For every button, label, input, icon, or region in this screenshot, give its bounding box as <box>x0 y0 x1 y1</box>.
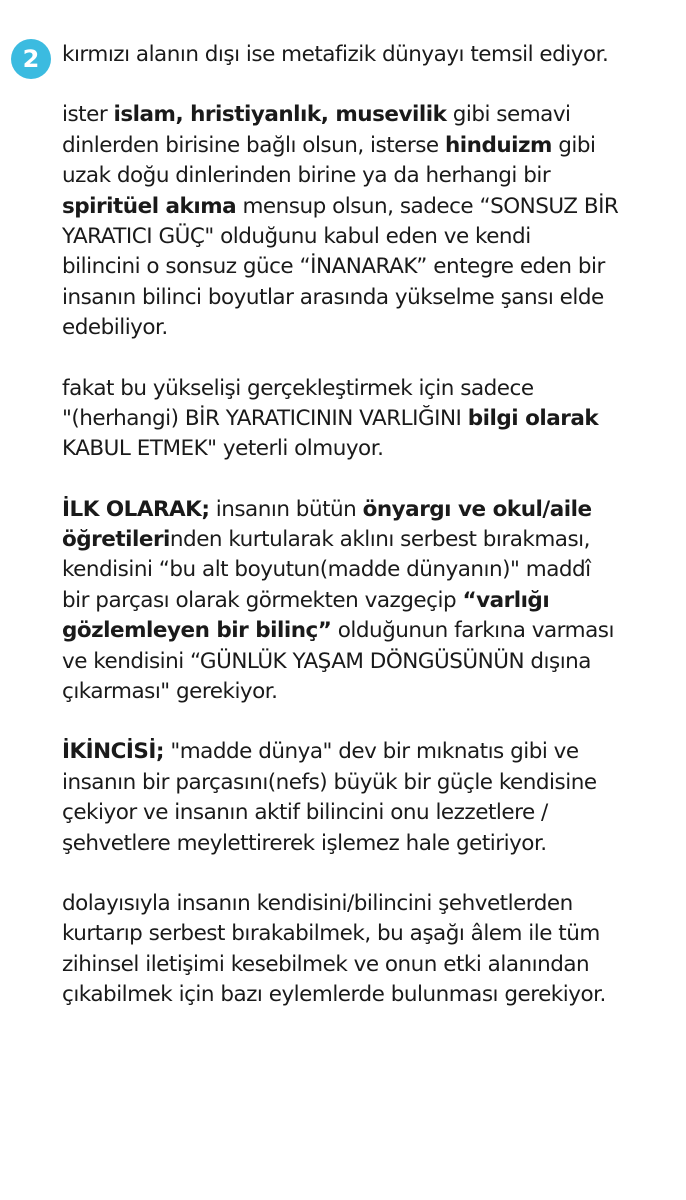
text-segment: insanın bütün <box>209 496 363 522</box>
text-line <box>62 586 642 616</box>
text-line <box>62 980 642 1010</box>
text-line <box>62 252 642 282</box>
text-segment: bir parçası olarak görmekten vazgeçip <box>62 587 463 613</box>
text-segment: "(herhangi) BİR YARATICININ VARLIĞINI <box>62 405 468 431</box>
text-segment: insanın bilinci boyutlar arasında yükselme şansı elde <box>62 284 604 310</box>
text-segment: gibi semavi <box>446 102 571 128</box>
bold-text: İLK OLARAK; <box>62 496 210 522</box>
text-segment: nden kurtularak aklını serbest bırakması, <box>169 527 590 553</box>
text-line <box>62 647 642 677</box>
text-segment: "madde dünya" dev bir mıknatıs gibi ve <box>164 739 579 765</box>
bold-text: spiritüel akıma <box>62 193 237 219</box>
text-segment: ve kendisini “GÜNLÜK YAŞAM DÖNGÜSÜNÜN dışına <box>62 648 591 674</box>
text-line <box>62 919 642 949</box>
text-line <box>62 404 642 434</box>
text-segment: fakat bu yükselişi gerçekleştirmek için sadece <box>62 375 534 401</box>
text-line <box>62 495 642 525</box>
text-segment: dolayısıyla insanın kendisini/bilincini şehvetlerden <box>62 890 573 916</box>
bold-text: gözlemleyen bir bilinç” <box>62 618 332 644</box>
bold-text: öğretileri <box>62 527 170 553</box>
text-line <box>62 525 642 555</box>
text-segment: zihinsel iletişimi kesebilmek ve onun etki alanından <box>62 951 590 977</box>
text-line <box>62 40 642 70</box>
step-number-badge: 2 <box>11 39 51 79</box>
text-line <box>62 677 642 707</box>
text-segment: şehvetlere meylettirerek işlemez hale getiriyor. <box>62 830 547 856</box>
text-line <box>62 131 642 161</box>
article-body <box>62 40 642 1041</box>
bold-text: hinduizm <box>444 132 552 158</box>
paragraph <box>62 40 642 70</box>
text-segment: bilincini o sonsuz güce “İNANARAK” entegre eden bir <box>62 254 605 280</box>
text-line <box>62 192 642 222</box>
text-segment: dinlerden birisine bağlı olsun, isterse <box>62 132 445 158</box>
text-segment: insanın bir parçasını(nefs) büyük bir güçle kendisine <box>62 769 597 795</box>
text-segment: mensup olsun, sadece “SONSUZ BİR <box>236 193 619 219</box>
text-segment: olduğunun farkına varması <box>331 618 614 644</box>
text-segment: KABUL ETMEK" yeterli olmuyor. <box>62 436 384 462</box>
paragraph <box>62 889 642 1011</box>
text-segment: gibi <box>551 132 596 158</box>
text-line <box>62 798 642 828</box>
bold-text: önyargı ve okul/aile <box>362 496 592 522</box>
text-line <box>62 222 642 252</box>
text-segment: kırmızı alanın dışı ise metafizik dünyayı temsil ediyor. <box>62 42 609 67</box>
bold-text: “varlığı <box>462 587 550 613</box>
bold-text: İKİNCİSİ; <box>62 739 165 765</box>
text-line <box>62 161 642 191</box>
text-line <box>62 555 642 585</box>
text-line <box>62 829 642 859</box>
text-segment: edebiliyor. <box>62 315 168 341</box>
text-segment: kurtarıp serbest bırakabilmek, bu aşağı âlem ile tüm <box>62 921 600 947</box>
text-line <box>62 616 642 646</box>
text-line <box>62 374 642 404</box>
text-line <box>62 434 642 464</box>
text-line <box>62 100 642 130</box>
text-line <box>62 283 642 313</box>
text-line <box>62 950 642 980</box>
text-segment: kendisini “bu alt boyutun(madde dünyanın)" maddî <box>62 557 591 583</box>
bold-text: bilgi olarak <box>467 405 599 431</box>
paragraph <box>62 495 642 708</box>
text-segment: uzak doğu dinlerinden birine ya da herhangi bir <box>62 163 551 189</box>
text-line <box>62 889 642 919</box>
text-segment: çıkarması" gerekiyor. <box>62 679 278 705</box>
bold-text: islam, hristiyanlık, musevilik <box>113 102 447 128</box>
text-line <box>62 313 642 343</box>
paragraph <box>62 374 642 465</box>
text-segment: çekiyor ve insanın aktif bilincini onu lezzetlere / <box>62 800 548 826</box>
text-line <box>62 737 642 767</box>
paragraph <box>62 100 642 343</box>
paragraph <box>62 737 642 859</box>
text-segment: YARATICI GÜÇ" olduğunu kabul eden ve kendi <box>62 223 531 249</box>
text-segment: ister <box>62 102 114 128</box>
text-segment: çıkabilmek için bazı eylemlerde bulunması gerekiyor. <box>62 982 606 1008</box>
text-line <box>62 768 642 798</box>
